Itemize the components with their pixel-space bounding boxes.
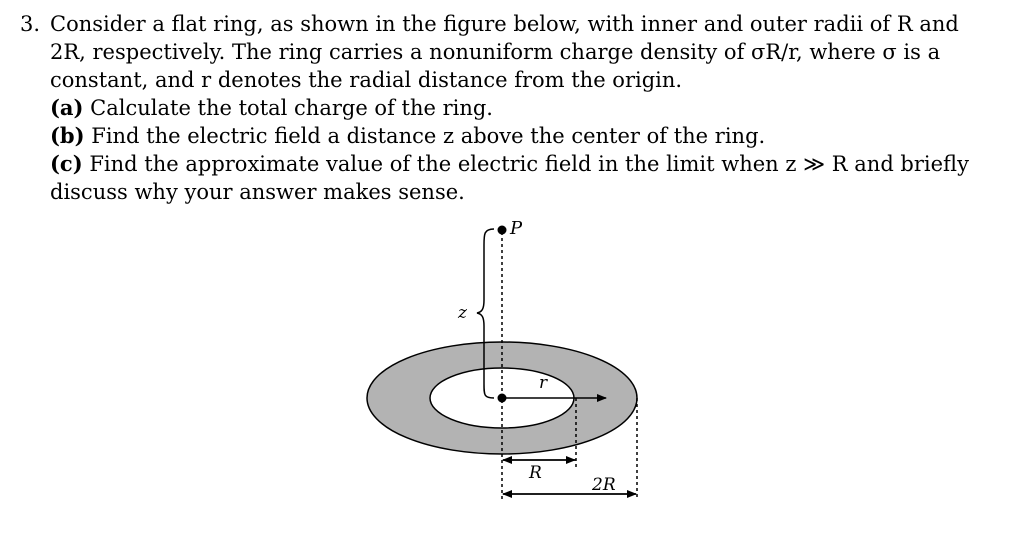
problem-intro: Consider a flat ring, as shown in the figure below, with inner and outer radii of R and 2R, respectively. The ring carries a nonuniform charge density of σR/r, where σ is a constant, and r denotes the radial distance from the origin. [50, 12, 959, 92]
part-b-text: Find the electric field a distance z above the center of the ring. [91, 124, 766, 148]
part-a-label: (a) [50, 95, 84, 120]
point-p-marker [498, 226, 507, 235]
part-a-text: Calculate the total charge of the ring. [90, 96, 493, 120]
outer-radius-label: 2R [592, 475, 616, 495]
part-c-label: (c) [50, 151, 83, 176]
z-label: z [458, 303, 467, 323]
inner-radius-label: R [529, 463, 542, 483]
part-b-label: (b) [50, 123, 85, 148]
point-p-label: P [510, 218, 523, 239]
problem-number: 3. [20, 12, 41, 36]
r-label: r [539, 373, 548, 393]
part-c-text: Find the approximate value of the electric field in the limit when z ≫ R and briefly discuss why your answer makes sense. [50, 152, 969, 204]
